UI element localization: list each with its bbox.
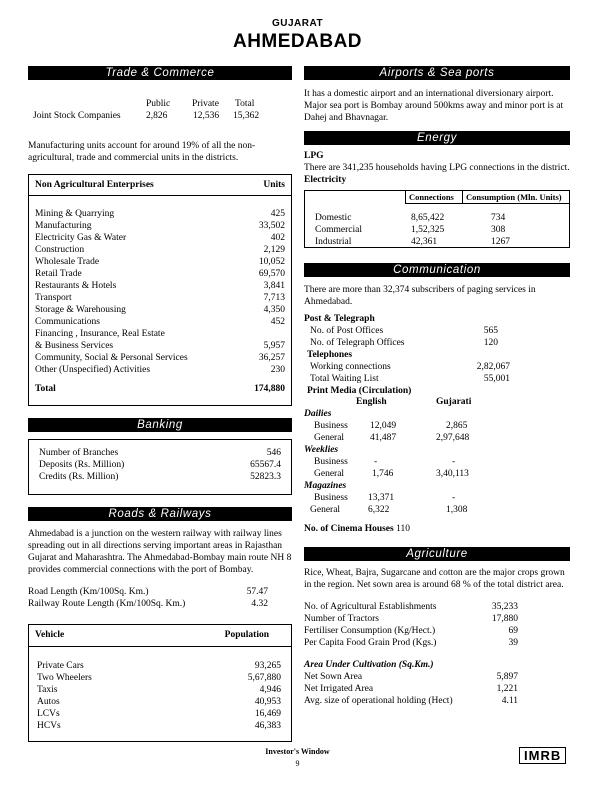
dailies-business-gujarati: 2,865 — [446, 421, 468, 431]
post-row-label: No. of Telegraph Offices — [310, 338, 405, 348]
dailies-label: Dailies — [304, 409, 332, 419]
agriculture-row — [304, 637, 518, 649]
banking-row — [39, 447, 281, 459]
airports-seaports-heading: Airports & Sea ports — [304, 66, 570, 80]
enterprise-row-value: 425 — [270, 209, 285, 219]
area-row-label: Avg. size of operational holding (Hect) — [304, 696, 453, 706]
banking-row-label: Deposits (Rs. Million) — [39, 460, 125, 470]
dailies-general-label: General — [314, 433, 345, 443]
enterprise-row — [35, 304, 285, 316]
electricity-row-connections: 1,52,325 — [411, 225, 445, 235]
lpg-text: There are 341,235 households having LPG connections in the district. — [304, 163, 570, 173]
weeklies-label: Weeklies — [304, 445, 339, 455]
enterprise-row-label: Mining & Quarrying — [35, 209, 115, 219]
electricity-row-consumption: 308 — [491, 225, 506, 235]
post-row-value: 120 — [483, 338, 498, 348]
road-row-value: 4.32 — [251, 599, 268, 609]
imrb-logo: IMRB — [519, 747, 566, 764]
agriculture-row — [304, 601, 518, 613]
agriculture-row-value: 69 — [508, 626, 518, 636]
enterprises-total-label: Total — [35, 384, 56, 394]
joint-stock-private: 12,536 — [193, 111, 220, 121]
print-media-label: Print Media (Circulation) — [307, 386, 412, 396]
enterprise-row-label: Wholesale Trade — [35, 257, 100, 267]
vehicle-row — [37, 660, 281, 672]
vehicle-row — [37, 696, 281, 708]
vehicle-table — [28, 624, 292, 742]
english-head: English — [356, 397, 387, 407]
enterprise-row-label: Other (Unspecified) Activities — [35, 365, 151, 375]
weeklies-business-label: Business — [314, 457, 348, 467]
gujarati-head: Gujarati — [436, 397, 472, 407]
enterprise-row-label: Retail Trade — [35, 269, 82, 279]
vehicle-row-label: LCVs — [37, 709, 60, 719]
enterprise-row — [35, 268, 285, 280]
agriculture-row-label: Fertiliser Consumption (Kg/Hect.) — [304, 626, 436, 636]
dailies-business-english: 12,049 — [370, 421, 397, 431]
vehicle-header — [29, 625, 291, 647]
enterprise-row-value: 230 — [270, 365, 285, 375]
enterprise-row-label: Community, Social & Personal Services — [35, 353, 188, 363]
enterprises-total-value: 174,880 — [254, 384, 285, 394]
state-heading: GUJARAT — [271, 18, 324, 29]
connections-head: Connections — [409, 192, 454, 202]
roads-railways-heading: Roads & Railways — [28, 507, 292, 521]
enterprise-row — [35, 364, 285, 376]
enterprises-head-label: Non Agricultural Enterprises — [35, 180, 154, 190]
banking-heading: Banking — [28, 418, 292, 432]
post-row — [310, 337, 498, 349]
magazines-general-label: General — [310, 505, 341, 515]
agriculture-row — [304, 613, 518, 625]
enterprises-header — [29, 179, 291, 196]
col-public: Public — [146, 99, 171, 109]
enterprise-row — [35, 328, 285, 340]
magazines-business-english: 13,371 — [368, 493, 395, 503]
telephone-row — [310, 373, 510, 385]
electricity-row-label: Industrial — [315, 237, 352, 247]
vehicle-row — [37, 720, 281, 732]
vehicle-head: Vehicle — [35, 630, 65, 640]
post-row-value: 565 — [483, 326, 498, 336]
area-row — [304, 683, 518, 695]
post-row-label: No. of Post Offices — [310, 326, 384, 336]
area-row — [304, 695, 518, 707]
agriculture-row-label: Number of Tractors — [304, 614, 379, 624]
road-row-value: 57.47 — [246, 587, 268, 597]
print-media-table — [304, 397, 570, 523]
area-cultivation-label: Area Under Cultivation (Sq.Km.) — [304, 660, 434, 670]
enterprise-row-value: 7,713 — [263, 293, 285, 303]
area-row-value: 4.11 — [501, 696, 518, 706]
post-telegraph-label: Post & Telegraph — [304, 314, 375, 324]
electricity-row-connections: 8,65,422 — [411, 213, 445, 223]
joint-stock-table — [28, 99, 292, 128]
electricity-row — [315, 213, 569, 225]
vehicle-row — [37, 672, 281, 684]
enterprise-row — [35, 292, 285, 304]
electricity-row-consumption: 734 — [491, 213, 506, 223]
telephone-row-value: 55,001 — [483, 374, 510, 384]
vehicle-row-value: 46,383 — [254, 721, 281, 731]
banking-row-label: Number of Branches — [39, 448, 119, 458]
area-row-value: 5,897 — [496, 672, 518, 682]
agriculture-row-label: No. of Agricultural Establishments — [304, 602, 437, 612]
roads-text: Ahmedabad is a junction on the western railway with railway lines spreading out in all directions serving important areas in Rajasthan Gujarat and Maharashtra. The Ahmedabad-Bombay main route NH 8 provides commercial connections with the port of Bombay. — [28, 529, 292, 575]
agriculture-text: Rice, Wheat, Bajra, Sugarcane and cotton are the major crops grown in the region. Net sown area is around 68 % of the total district area. — [304, 568, 565, 590]
agriculture-row-value: 39 — [508, 638, 518, 648]
joint-stock-label: Joint Stock Companies — [33, 111, 121, 121]
vehicle-row-label: Autos — [37, 697, 60, 707]
enterprise-row-value: 36,257 — [258, 353, 285, 363]
enterprises-total-row — [35, 383, 285, 395]
electricity-row-label: Commercial — [315, 225, 362, 235]
joint-stock-total: 15,362 — [233, 111, 260, 121]
enterprise-row-label: Restaurants & Hotels — [35, 281, 117, 291]
enterprise-row — [35, 256, 285, 268]
enterprise-row — [35, 244, 285, 256]
electricity-row-consumption: 1267 — [491, 237, 510, 247]
paging-text: There are more than 32,374 subscribers of paging services in Ahmedabad. — [304, 285, 536, 307]
enterprise-row-value: 402 — [270, 233, 285, 243]
enterprise-row-value: 5,957 — [263, 341, 285, 351]
road-row — [28, 598, 268, 610]
banking-row-value: 546 — [266, 448, 281, 458]
road-row-label: Railway Route Length (Km/100Sq. Km.) — [28, 599, 186, 609]
col-private: Private — [192, 99, 219, 109]
agriculture-row-value: 35,233 — [491, 602, 518, 612]
telephone-row-label: Total Waiting List — [310, 374, 379, 384]
agriculture-heading: Agriculture — [304, 547, 570, 561]
cinema-label: No. of Cinema Houses — [304, 524, 394, 534]
weeklies-business-english: - — [374, 457, 378, 467]
vehicle-row-value: 5,67,880 — [247, 673, 281, 683]
electricity-row-connections: 42,361 — [411, 237, 438, 247]
weeklies-general-label: General — [314, 469, 345, 479]
enterprise-row-label: Construction — [35, 245, 85, 255]
airports-text: It has a domestic airport and an international diversionary airport. Major sea port is Bombay around 500kms away and minor port is at Dahej and Bhavnagar. — [304, 89, 564, 123]
vehicle-row-value: 40,953 — [254, 697, 281, 707]
vehicle-row-value: 4,946 — [259, 685, 281, 695]
electricity-row — [315, 225, 569, 237]
page-number: 9 — [295, 759, 300, 768]
weeklies-general-gujarati: 3,40,113 — [436, 469, 469, 479]
enterprise-row-label: Communications — [35, 317, 100, 327]
magazines-business-gujarati: - — [452, 493, 456, 503]
telephone-row-label: Working connections — [310, 362, 391, 372]
enterprise-row-label: Electricity Gas & Water — [35, 233, 127, 243]
vehicle-row-value: 16,469 — [254, 709, 281, 719]
magazines-general-english: 6,322 — [368, 505, 390, 515]
vehicle-row-label: Private Cars — [37, 661, 84, 671]
area-row — [304, 671, 518, 683]
enterprise-row-label: Manufacturing — [35, 221, 92, 231]
electricity-label: Electricity — [304, 175, 347, 185]
lpg-label: LPG — [304, 151, 324, 161]
banking-table — [28, 439, 292, 495]
enterprise-row-value: 10,052 — [258, 257, 285, 267]
enterprise-row-label: & Business Services — [35, 341, 114, 351]
banking-row-value: 52823.3 — [250, 472, 281, 482]
vehicle-row-label: HCVs — [37, 721, 61, 731]
enterprise-row-label: Financing , Insurance, Real Estate — [35, 329, 165, 339]
enterprise-row — [35, 316, 285, 328]
vehicle-row-label: Taxis — [37, 685, 58, 695]
publication-name: Investor's Window — [265, 747, 330, 756]
vehicle-row — [37, 708, 281, 720]
enterprise-row-label: Transport — [35, 293, 72, 303]
trade-commerce-heading: Trade & Commerce — [28, 66, 292, 80]
enterprise-row-value: 452 — [270, 317, 285, 327]
road-row — [28, 586, 268, 598]
enterprise-row-value: 4,350 — [263, 305, 285, 315]
col-total: Total — [235, 99, 255, 109]
manufacturing-note: Manufacturing units account for around 19% of all the non-agricultural, trade and commercial units in the districts. — [28, 141, 256, 163]
electricity-row — [315, 237, 569, 249]
enterprise-row — [35, 220, 285, 232]
banking-row — [39, 459, 281, 471]
agriculture-row — [304, 625, 518, 637]
dailies-business-label: Business — [314, 421, 348, 431]
enterprises-table — [28, 174, 292, 406]
banking-row-value: 65567.4 — [250, 460, 281, 470]
enterprise-row — [35, 280, 285, 292]
banking-row-label: Credits (Rs. Million) — [39, 472, 119, 482]
post-row — [310, 325, 498, 337]
weeklies-business-gujarati: - — [452, 457, 456, 467]
agriculture-row-label: Per Capita Food Grain Prod (Kgs.) — [304, 638, 437, 648]
city-heading: AHMEDABAD — [232, 31, 363, 52]
enterprise-row-value: 2,129 — [263, 245, 285, 255]
vehicle-row-value: 93,265 — [254, 661, 281, 671]
enterprises-head-units: Units — [263, 180, 285, 190]
dailies-general-gujarati: 2,97,648 — [436, 433, 470, 443]
vehicle-row-label: Two Wheelers — [37, 673, 92, 683]
enterprise-row — [35, 232, 285, 244]
enterprise-row-label: Storage & Warehousing — [35, 305, 126, 315]
area-row-label: Net Sown Area — [304, 672, 363, 682]
enterprise-row — [35, 352, 285, 364]
consumption-head: Consumption (Mln. Units) — [466, 192, 562, 202]
telephone-row-value: 2,82,067 — [476, 362, 510, 372]
enterprise-row-value: 69,570 — [258, 269, 285, 279]
enterprise-row-value: 3,841 — [263, 281, 285, 291]
weeklies-general-english: 1,746 — [372, 469, 394, 479]
telephone-row — [310, 361, 510, 373]
agriculture-row-value: 17,880 — [491, 614, 518, 624]
dailies-general-english: 41,487 — [370, 433, 397, 443]
electricity-table — [304, 190, 570, 248]
enterprise-row — [35, 208, 285, 220]
vehicle-row — [37, 684, 281, 696]
enterprise-row-value: 33,502 — [258, 221, 285, 231]
cinema-value: 110 — [396, 524, 411, 534]
joint-stock-public: 2,826 — [146, 111, 168, 121]
energy-heading: Energy — [304, 131, 570, 145]
telephones-label: Telephones — [307, 350, 353, 360]
communication-heading: Communication — [304, 263, 570, 277]
electricity-row-label: Domestic — [315, 213, 352, 223]
magazines-general-gujarati: 1,308 — [446, 505, 468, 515]
enterprise-row — [35, 340, 285, 352]
area-row-value: 1,221 — [496, 684, 518, 694]
magazines-business-label: Business — [314, 493, 348, 503]
population-head: Population — [224, 630, 269, 640]
banking-row — [39, 471, 281, 483]
road-row-label: Road Length (Km/100Sq. Km.) — [28, 587, 149, 597]
magazines-label: Magazines — [304, 481, 347, 491]
area-row-label: Net Irrigated Area — [304, 684, 374, 694]
